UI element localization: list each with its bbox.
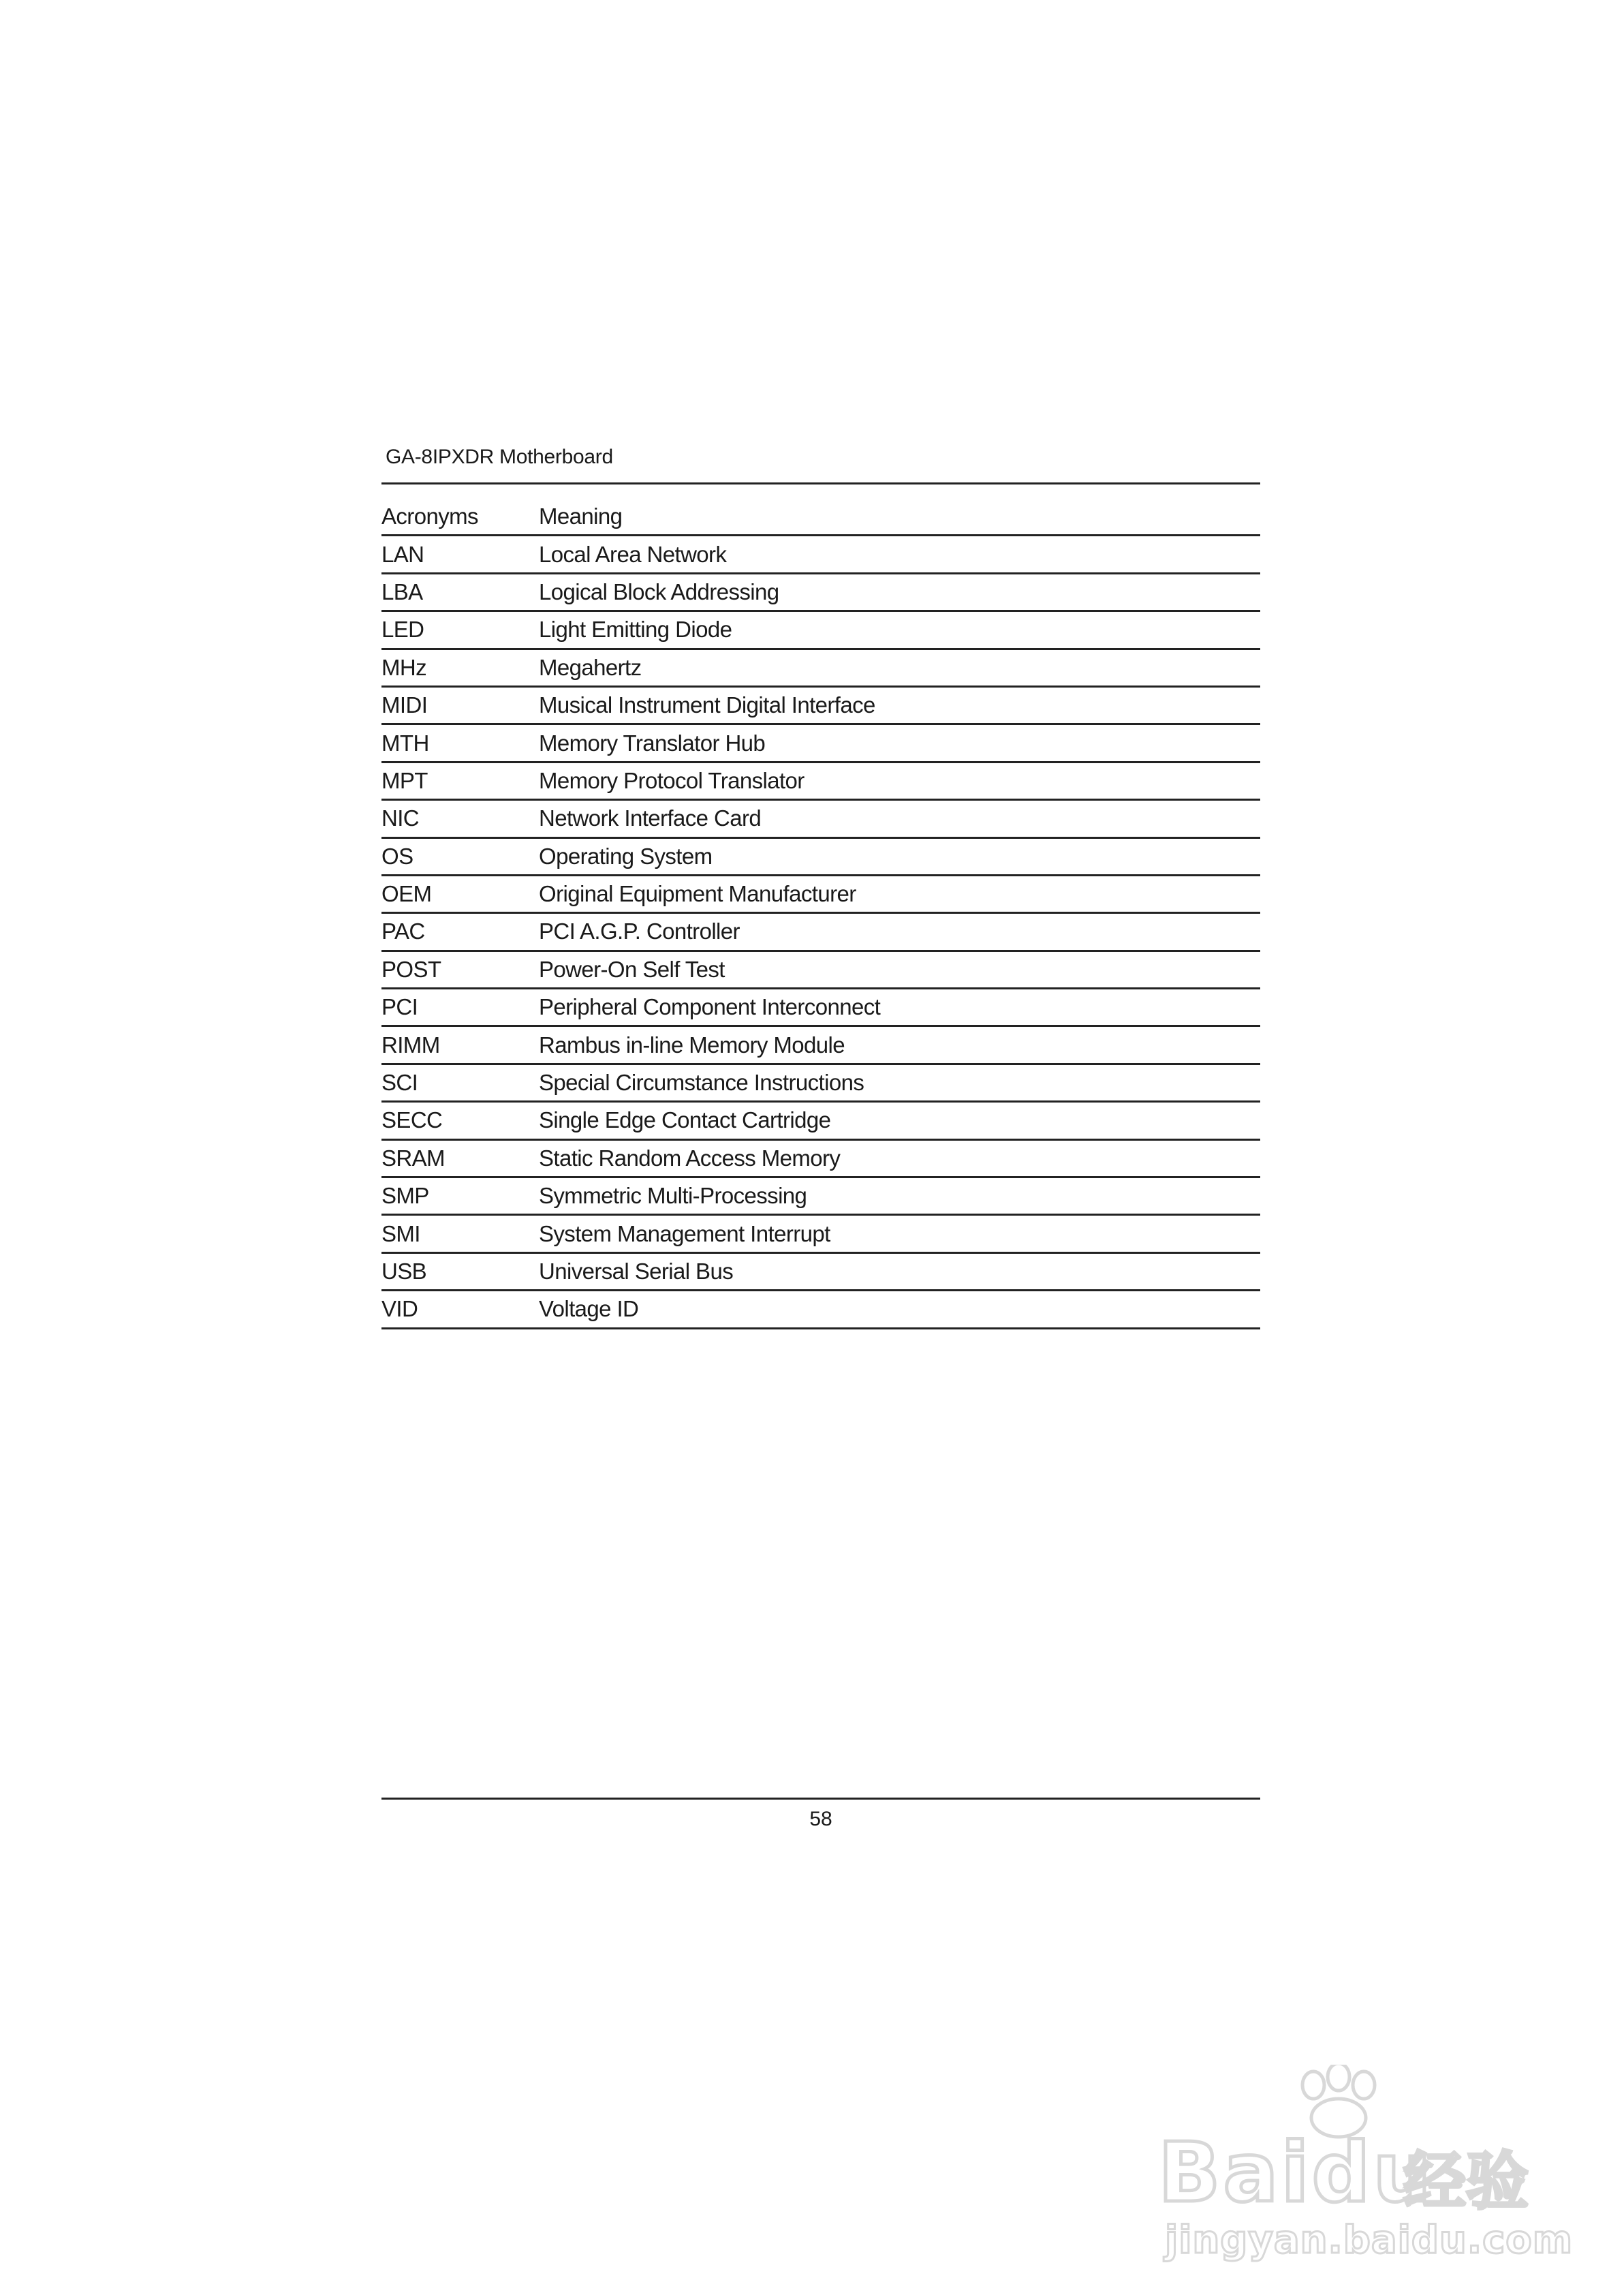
document-title: GA-8IPXDR Motherboard bbox=[386, 446, 613, 468]
table-row bbox=[381, 1177, 1260, 1215]
column-header-meaning: Meaning bbox=[539, 499, 1260, 536]
acronym-cell: MTH bbox=[381, 724, 539, 762]
acronym-cell: OEM bbox=[381, 875, 539, 912]
page-header bbox=[381, 442, 1260, 484]
acronym-table bbox=[381, 499, 1260, 1329]
acronym-cell: POST bbox=[381, 951, 539, 988]
meaning-cell: System Management Interrupt bbox=[539, 1215, 1260, 1252]
acronym-cell: LAN bbox=[381, 536, 539, 573]
meaning-cell: Original Equipment Manufacturer bbox=[539, 875, 1260, 912]
meaning-cell: Voltage ID bbox=[539, 1291, 1260, 1328]
meaning-cell: Memory Translator Hub bbox=[539, 724, 1260, 762]
meaning-cell: PCI A.G.P. Controller bbox=[539, 913, 1260, 951]
meaning-cell: Memory Protocol Translator bbox=[539, 762, 1260, 799]
acronym-cell: PCI bbox=[381, 989, 539, 1026]
meaning-cell: Symmetric Multi-Processing bbox=[539, 1177, 1260, 1215]
acronym-cell: PAC bbox=[381, 913, 539, 951]
meaning-cell: Single Edge Contact Cartridge bbox=[539, 1102, 1260, 1139]
table-row bbox=[381, 1291, 1260, 1328]
meaning-cell: Logical Block Addressing bbox=[539, 573, 1260, 611]
meaning-cell: Light Emitting Diode bbox=[539, 611, 1260, 649]
acronym-cell: LED bbox=[381, 611, 539, 649]
table-row bbox=[381, 686, 1260, 724]
table-row bbox=[381, 989, 1260, 1026]
acronym-cell: LBA bbox=[381, 573, 539, 611]
meaning-cell: Musical Instrument Digital Interface bbox=[539, 686, 1260, 724]
acronym-cell: NIC bbox=[381, 800, 539, 837]
acronym-cell: SMP bbox=[381, 1177, 539, 1215]
table-row bbox=[381, 1139, 1260, 1177]
acronym-cell: MPT bbox=[381, 762, 539, 799]
acronym-cell: USB bbox=[381, 1252, 539, 1290]
table-row bbox=[381, 800, 1260, 837]
meaning-cell: Local Area Network bbox=[539, 536, 1260, 573]
table-row bbox=[381, 649, 1260, 686]
table-row bbox=[381, 573, 1260, 611]
meaning-cell: Operating System bbox=[539, 837, 1260, 875]
watermark-url: jingyan.baidu.com bbox=[1165, 2218, 1574, 2262]
table-row bbox=[381, 1064, 1260, 1101]
meaning-cell: Rambus in-line Memory Module bbox=[539, 1026, 1260, 1064]
page-footer bbox=[381, 1798, 1260, 1840]
meaning-cell: Universal Serial Bus bbox=[539, 1252, 1260, 1290]
page-number: 58 bbox=[809, 1808, 832, 1830]
acronym-cell: OS bbox=[381, 837, 539, 875]
table-row bbox=[381, 875, 1260, 912]
table-row bbox=[381, 611, 1260, 649]
watermark-brand-cn: 经验 bbox=[1403, 2145, 1529, 2218]
acronym-cell: SMI bbox=[381, 1215, 539, 1252]
table-row bbox=[381, 536, 1260, 573]
table-row bbox=[381, 951, 1260, 988]
table-row bbox=[381, 1102, 1260, 1139]
baidu-watermark bbox=[1158, 2065, 1574, 2262]
table-row bbox=[381, 724, 1260, 762]
meaning-cell: Static Random Access Memory bbox=[539, 1139, 1260, 1177]
meaning-cell: Megahertz bbox=[539, 649, 1260, 686]
column-header-acronyms: Acronyms bbox=[381, 499, 539, 536]
table-header-row bbox=[381, 499, 1260, 536]
acronym-cell: VID bbox=[381, 1291, 539, 1328]
acronym-cell: SECC bbox=[381, 1102, 539, 1139]
table-body bbox=[381, 536, 1260, 1328]
table-row bbox=[381, 1215, 1260, 1252]
table-row bbox=[381, 762, 1260, 799]
acronym-cell: SCI bbox=[381, 1064, 539, 1101]
table-row bbox=[381, 1026, 1260, 1064]
table-row bbox=[381, 837, 1260, 875]
acronym-cell: MHz bbox=[381, 649, 539, 686]
watermark-brand: Baidu bbox=[1158, 2126, 1434, 2221]
acronym-cell: RIMM bbox=[381, 1026, 539, 1064]
acronym-cell: SRAM bbox=[381, 1139, 539, 1177]
meaning-cell: Power-On Self Test bbox=[539, 951, 1260, 988]
meaning-cell: Special Circumstance Instructions bbox=[539, 1064, 1260, 1101]
table-row bbox=[381, 913, 1260, 951]
table-row bbox=[381, 1252, 1260, 1290]
meaning-cell: Peripheral Component Interconnect bbox=[539, 989, 1260, 1026]
meaning-cell: Network Interface Card bbox=[539, 800, 1260, 837]
acronym-cell: MIDI bbox=[381, 686, 539, 724]
